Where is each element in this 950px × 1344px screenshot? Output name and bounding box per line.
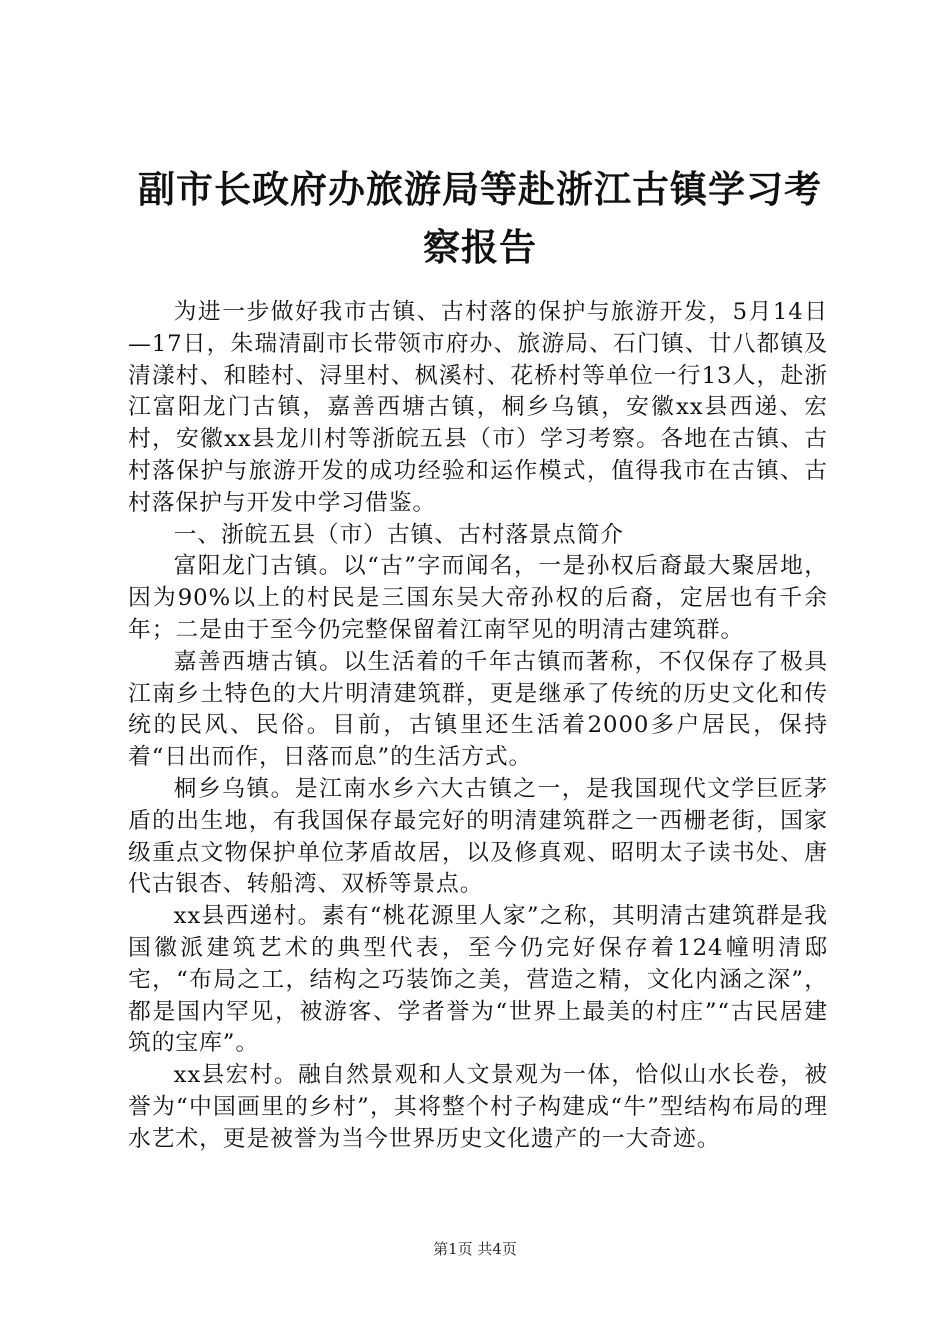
- page-number-footer: 第1页 共4页: [433, 1240, 517, 1258]
- document-body: [128, 297, 828, 1156]
- section-heading: 一、浙皖五县（市）古镇、古村落景点简介: [173, 521, 624, 548]
- paragraph-wuzhen: 桐乡乌镇。是江南水乡六大古镇之一，是我国现代文学巨匠茅盾的出生地，有我国保存最完好的明清建筑群之一西栅老街，国家级重点文物保护单位茅盾故居，以及修真观、昭明太子读书处、唐代古银杏、转船湾、双桥等景点。: [128, 775, 828, 898]
- paragraph-xitang: 嘉善西塘古镇。以生活着的千年古镇而著称，不仅保存了极具江南乡土特色的大片明清建筑群，更是继承了传统的历史文化和传统的民风、民俗。目前，古镇里还生活着2000多户居民，保持着“日出而作，日落而息”的生活方式。: [128, 648, 828, 771]
- document-title: 副市长政府办旅游局等赴浙江古镇学习考察报告: [138, 167, 822, 269]
- paragraph-longmen: 富阳龙门古镇。以“古”字而闻名，一是孙权后裔最大聚居地，因为90%以上的村民是三国东吴大帝孙权的后裔，定居也有千余年；二是由于至今仍完整保留着江南罕见的明清古建筑群。: [128, 553, 828, 643]
- paragraph-xidi: xx县西递村。素有“桃花源里人家”之称，其明清古建筑群是我国徽派建筑艺术的典型代表，至今仍完好保存着124幢明清邸宅，“布局之工，结构之巧装饰之美，营造之精，文化内涵之深”，都是国内罕见，被游客、学者誉为“世界上最美的村庄”“古民居建筑的宝库”。: [128, 903, 828, 1057]
- paragraph-intro: 为进一步做好我市古镇、古村落的保护与旅游开发，5月14日—17日，朱瑞清副市长带领市府办、旅游局、石门镇、廿八都镇及清漾村、和睦村、浔里村、枫溪村、花桥村等单位一行13人，赴浙江富阳龙门古镇，嘉善西塘古镇，桐乡乌镇，安徽xx县西递、宏村，安徽xx县龙川村等浙皖五县（市）学习考察。各地在古镇、古村落保护与旅游开发的成功经验和运作模式，值得我市在古镇、古村落保护与开发中学习借鉴。: [128, 299, 828, 516]
- paragraph-hongcun: xx县宏村。融自然景观和人文景观为一体，恰似山水长卷，被誉为“中国画里的乡村”，其将整个村子构建成“牛”型结构布局的理水艺术，更是被誉为当今世界历史文化遗产的一大奇迹。: [128, 1062, 828, 1152]
